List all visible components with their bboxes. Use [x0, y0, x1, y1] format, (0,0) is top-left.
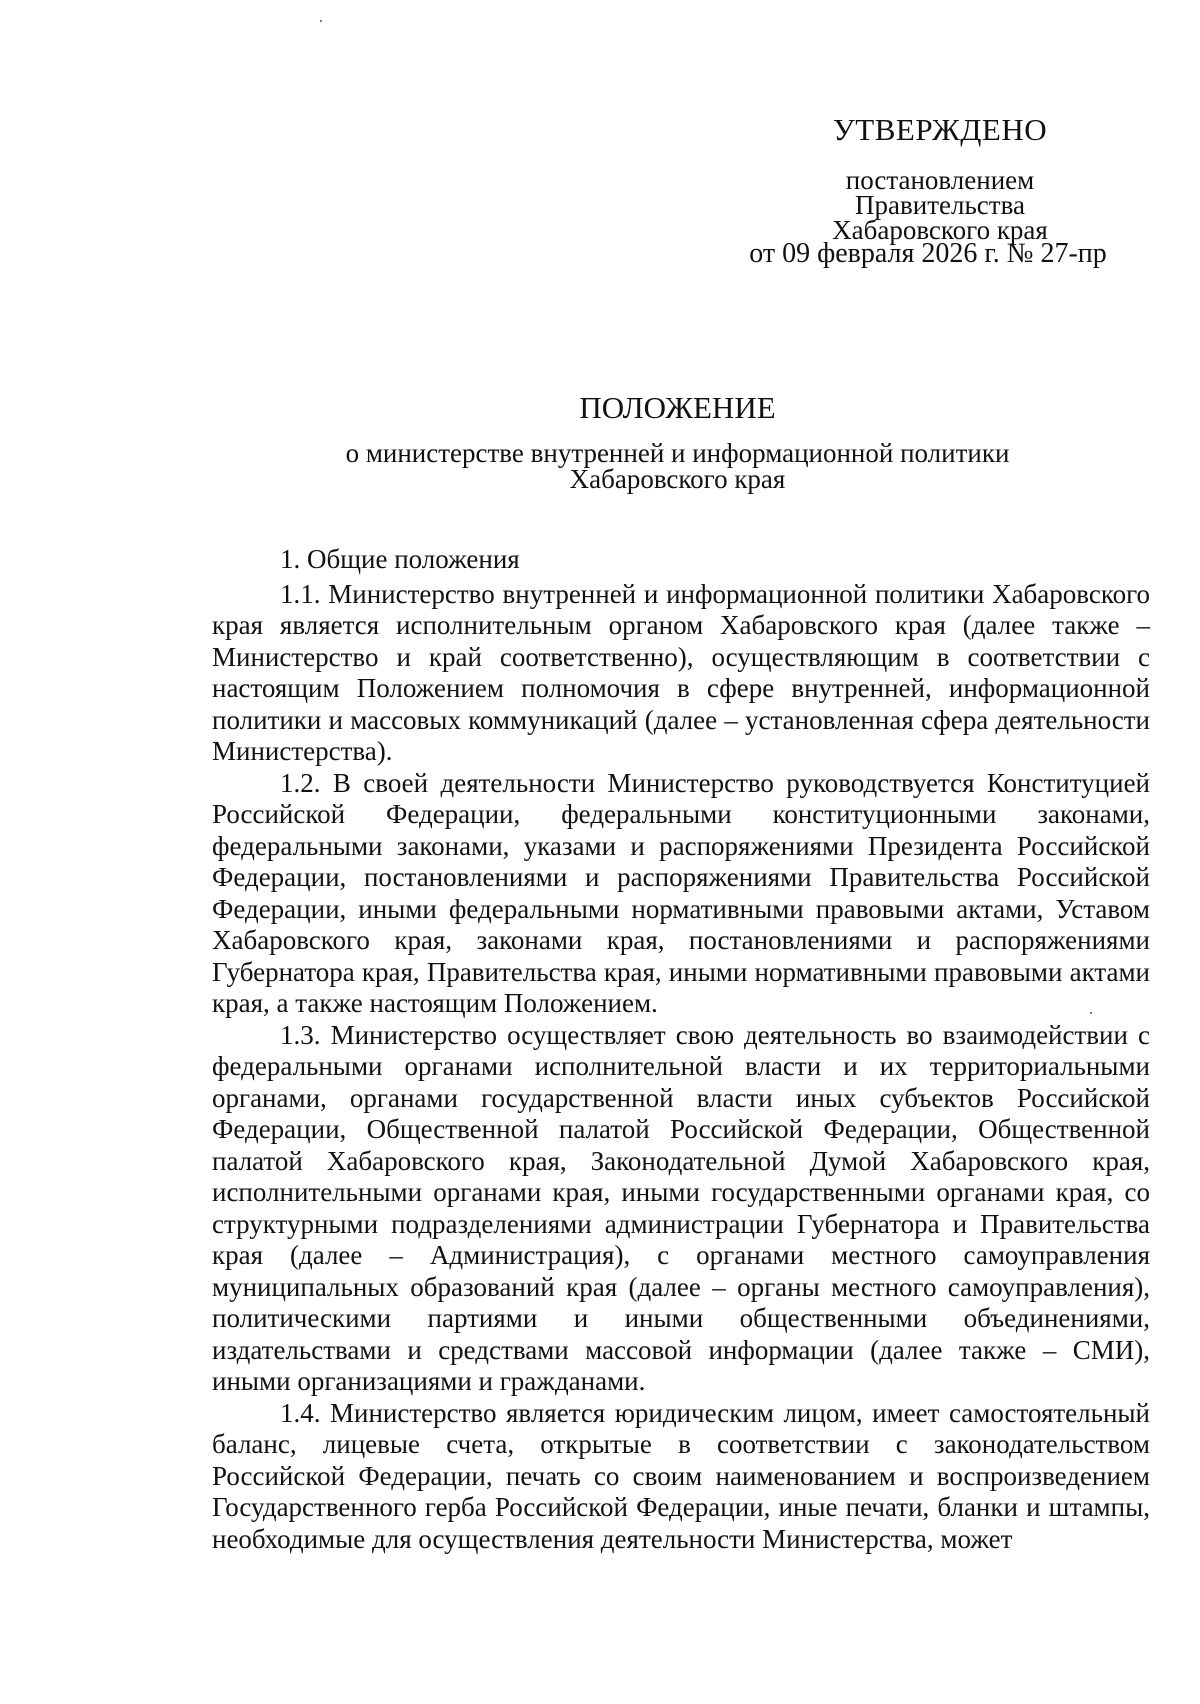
document-title: ПОЛОЖЕНИЕ: [579, 390, 776, 425]
approval-heading: УТВЕРЖДЕНО: [832, 112, 1048, 147]
paragraph-1-1: 1.1. Министерство внутренней и информационной политики Хабаровского края является исполнительным органом Хабаровского края (далее также – Министерство и край соответственно), осуществляющим в соответствии с настоящим Положением полномочия в сфере внутренней, информационной политики и массовых коммуникаций (далее – установленная сфера деятельности Министерства).: [212, 578, 1150, 766]
paragraph-1-3: 1.3. Министерство осуществляет свою деятельность во взаимодействии с федеральными органами исполнительной власти и их территориальными органами, органами государственной власти иных субъектов Российской Федерации, Общественной палатой Российской Федерации, Общественной палатой Хабаровского края, Законодательной Думой Хабаровского края, исполнительными органами края, иными государственными органами края, со структурными подразделениями администрации Губернатора и Правительства края (далее – Администрация), с органами местного самоуправления муниципальных образований края (далее – органы местного самоуправления), политическими партиями и иными общественными объединениями, издательствами и средствами массовой информации (далее также – СМИ), иными организациями и гражданами.: [212, 1019, 1150, 1396]
approval-stamp-block: [740, 112, 1140, 269]
paragraph-1-2: 1.2. В своей деятельности Министерство руководствуется Конституцией Российской Федерации, федеральными конституционными законами, федеральными законами, указами и распоряжениями Президента Российской Федерации, постановлениями и распоряжениями Правительства Российской Федерации, иными федеральными нормативными правовыми актами, Уставом Хабаровского края, законами края, постановлениями и распоряжениями Губернатора края, Правительства края, иными нормативными правовыми актами края, а также настоящим Положением.: [212, 767, 1150, 1018]
approval-line-decree: постановлением: [845, 165, 1035, 195]
document-body: [212, 544, 1150, 1555]
approval-line-government: Правительства: [855, 190, 1025, 220]
section-heading: 1. Общие положения: [280, 544, 520, 574]
document-subtitle-line-2: Хабаровского края: [569, 464, 786, 494]
approval-line-region: Хабаровского края: [832, 215, 1048, 245]
scan-speck: [320, 20, 322, 22]
document-title-block: [210, 390, 1145, 492]
approval-date-number: от 09 февраля 2026 г. № 27-пр: [749, 238, 1107, 269]
paragraph-1-4: 1.4. Министерство является юридическим лицом, имеет самостоятельный баланс, лицевые счета, открытые в соответствии с законодательством Российской Федерации, печать со своим наименованием и воспроизведением Государственного герба Российской Федерации, иные печати, бланки и штампы, необходимые для осуществления деятельности Министерства, может: [212, 1397, 1150, 1554]
document-subtitle-line-1: о министерстве внутренней и информационной политики: [345, 438, 1010, 468]
